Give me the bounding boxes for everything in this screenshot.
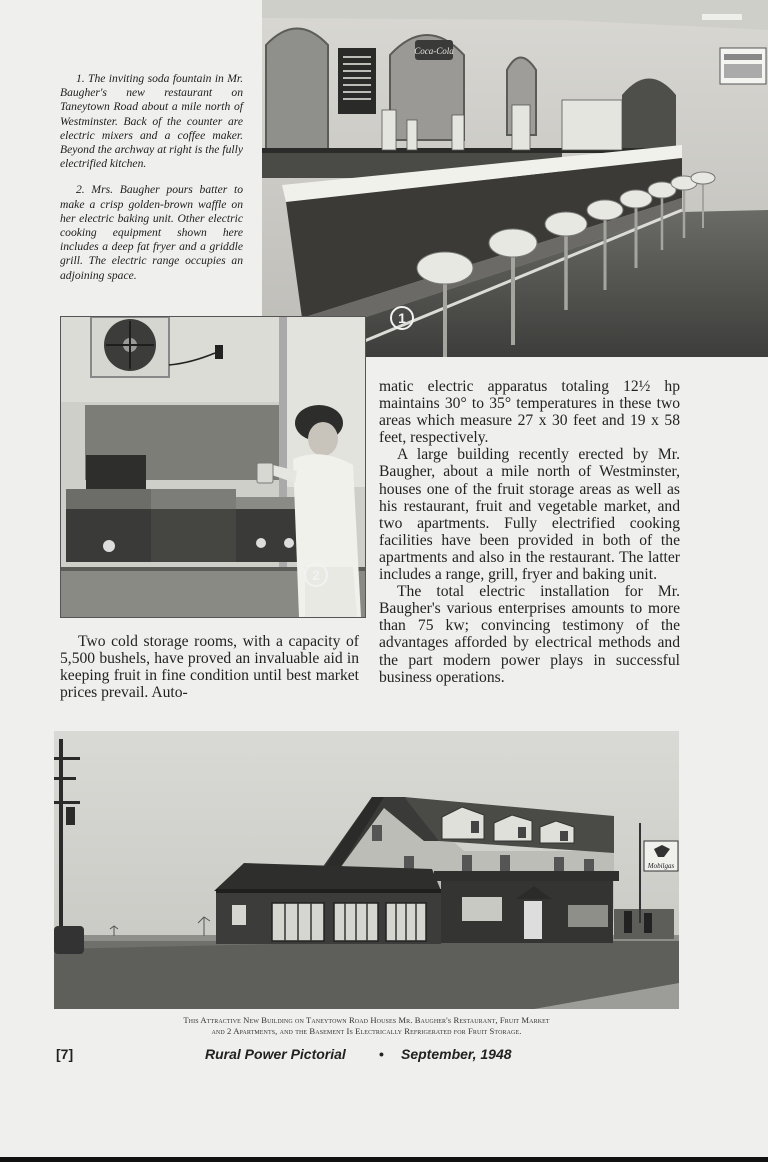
mobilgas-sign: Mobilgas [647, 862, 675, 870]
caption-photo-1: 1. The inviting soda fountain in Mr. Baugher's new restaurant on Taneytown Road about a mile north of Westminster. Back of the counter are electric mixers and a coffee maker. Beyond the archway at right is the fully electrified kitchen. [60, 72, 243, 171]
page-edge [0, 1157, 768, 1162]
article-paragraph-2: A large building recently erected by Mr. Baugher, about a mile north of Westminster, houses one of the fruit storage areas as well as his restaurant, fruit and vegetable market, and two apartments. Fully electrified cooking facilities have been provided in both of the apartments and also in the restaurant. The latter includes a range, grill, fryer and baking unit. [379, 446, 680, 584]
footer-separator: • [379, 1046, 384, 1062]
coca-cola-sign: Coca-Cola [414, 46, 454, 56]
building-illustration [54, 731, 679, 1009]
photo-2-number: 2 [304, 563, 328, 587]
soda-fountain-illustration [262, 0, 768, 357]
article-right-column [379, 378, 680, 686]
publication-date: September, 1948 [401, 1046, 512, 1062]
page-number: [7] [56, 1046, 74, 1062]
caption-photo-2: 2. Mrs. Baugher pours batter to make a crisp golden-brown waffle on her electric baking unit. Other electric cooking equipment shown here includes a deep fat fryer and a griddle grill. The electric range occupies an adjoining space. [60, 183, 243, 282]
building-caption-line-2: and 2 Apartments, and the Basement Is Electrically Refrigerated for Fruit Storage. [211, 1025, 522, 1036]
article-paragraph-1: matic electric apparatus totaling 12½ hp maintains 30° to 35° temperatures in these two areas which measure 27 x 30 feet and 19 x 58 feet, respectively. [379, 378, 680, 447]
photo-1-number: 1 [390, 306, 414, 330]
article-paragraph-left: Two cold storage rooms, with a capacity of 5,500 bushels, have proved an invaluable aid in keeping fruit in fine condition until best market prices prevail. Auto- [60, 633, 359, 702]
kitchen-photo [60, 316, 366, 618]
article-left-column [60, 633, 359, 701]
building-caption-line-1: This Attractive New Building on Taneytown Road Houses Mr. Baugher's Restaurant, Fruit Market [183, 1015, 550, 1025]
soda-fountain-photo [262, 0, 768, 357]
photo-captions [60, 72, 243, 295]
building-caption [54, 1015, 679, 1036]
page-footer [56, 1046, 676, 1068]
building-photo [54, 731, 679, 1009]
article-paragraph-3: The total electric installation for Mr. Baugher's various enterprises amounts to more than 75 kw; convincing testimony of the advantages afforded by electrical methods and the part modern power plays in successful business operations. [379, 583, 680, 686]
publication-title: Rural Power Pictorial [205, 1046, 346, 1062]
